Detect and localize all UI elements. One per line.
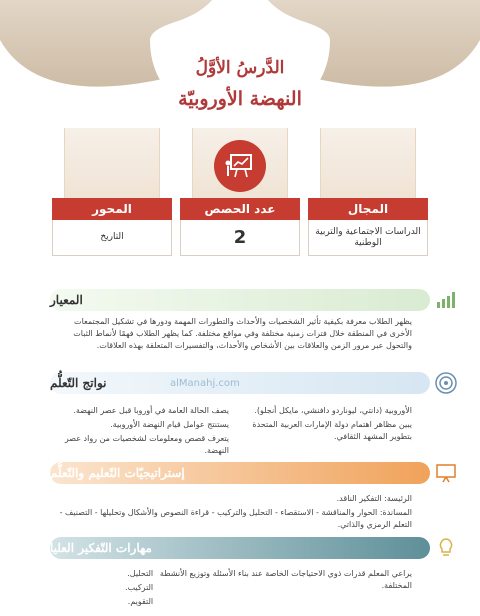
thinking-title: مهارات التّفكير العليا (50, 541, 152, 555)
standard-title: المعيار (50, 293, 83, 307)
outcomes-column-right (52, 405, 229, 459)
field-value: الدراسات الاجتماعية والتربية الوطنية (308, 220, 428, 256)
axis-info-card (52, 128, 172, 248)
outcomes-list (52, 405, 412, 459)
target-icon (434, 371, 458, 395)
thinking-skill: التركيب. (125, 583, 154, 592)
field-info-card (308, 128, 428, 248)
thinking-note-column (159, 568, 412, 610)
lesson-number: الدَّرسُ الأوَّلُ (195, 58, 285, 78)
watermark: alManahj.com (170, 378, 240, 389)
presentation-icon (214, 140, 266, 192)
presentation-board-icon (434, 461, 458, 485)
chart-growth-icon (434, 287, 458, 311)
thinking-skill: التحليل. (127, 569, 154, 578)
periods-value: 2 (180, 220, 300, 256)
thinking-note: يراعي المعلم قدرات ذوي الاحتياجات الخاصة عند بناء الأسئلة وتوزيع الأنشطة المختلفة. (159, 569, 412, 590)
axis-value: التاريخ (52, 220, 172, 256)
outcome-item: يستنتج عوامل قيام النهضة الأوروبية. (110, 420, 229, 429)
outcome-item: يصف الحالة العامة في أوروبا قبل عصر النهضة. (73, 406, 229, 415)
outcomes-title: نواتج التّعلُّم (50, 376, 107, 390)
strategies-header (50, 462, 430, 484)
outcome-item: يتعرف قصص ومعلومات لشخصيات من رواد عصر النهضة. (64, 434, 229, 455)
strategies-main: الرئيسة: التفكير الناقد. (336, 494, 412, 503)
strategies-supporting: المساندة: الحوار والمناقشة - الاستقصاء - التحليل والتركيب - قراءة النصوص والأشكال وتحليلها - التصنيف - التعلم الرمزي والذاتي. (59, 508, 412, 529)
axis-label: المحور (52, 198, 172, 220)
thinking-header (50, 537, 430, 559)
strategies-text (52, 493, 412, 533)
thinking-content (52, 568, 412, 610)
thinking-skill: التقويم. (127, 597, 154, 606)
field-label: المجال (308, 198, 428, 220)
outcomes-header (50, 372, 430, 394)
lesson-title: النهضة الأوروبيّة (178, 88, 302, 110)
strategies-title: إستراتيجيّات التّعليم والتّعلُّم (50, 466, 185, 480)
periods-label: عدد الحصص (180, 198, 300, 220)
thinking-skills-list (52, 568, 153, 610)
standard-header (50, 289, 430, 311)
outcome-item: الأوروبية (دانتي، ليوناردو دافنشي، مايكل أنجلو). (254, 406, 412, 415)
outcome-item: يبين مظاهر اهتمام دولة الإمارات العربية المتحدة بتطوير المشهد الثقافي. (252, 420, 412, 441)
outcomes-column-left (235, 405, 412, 459)
standard-text: يظهر الطلاب معرفة بكيفية تأثير الشخصيات والأحداث والتطورات المهمة ودورها في تشكيل المجتمعات الأخرى في المنطقة خلال فترات زمنية مختلفة وفي مواقع مختلفة. كما يظهر الطلاب فهمًا لأنماط الثبات والتحول عبر مرور الزمن والعلاقات بين الأشخاص والأحداث، والتفسيرات المتعلقة بهذه العلاقات. (73, 317, 412, 350)
lightbulb-icon (434, 536, 458, 560)
